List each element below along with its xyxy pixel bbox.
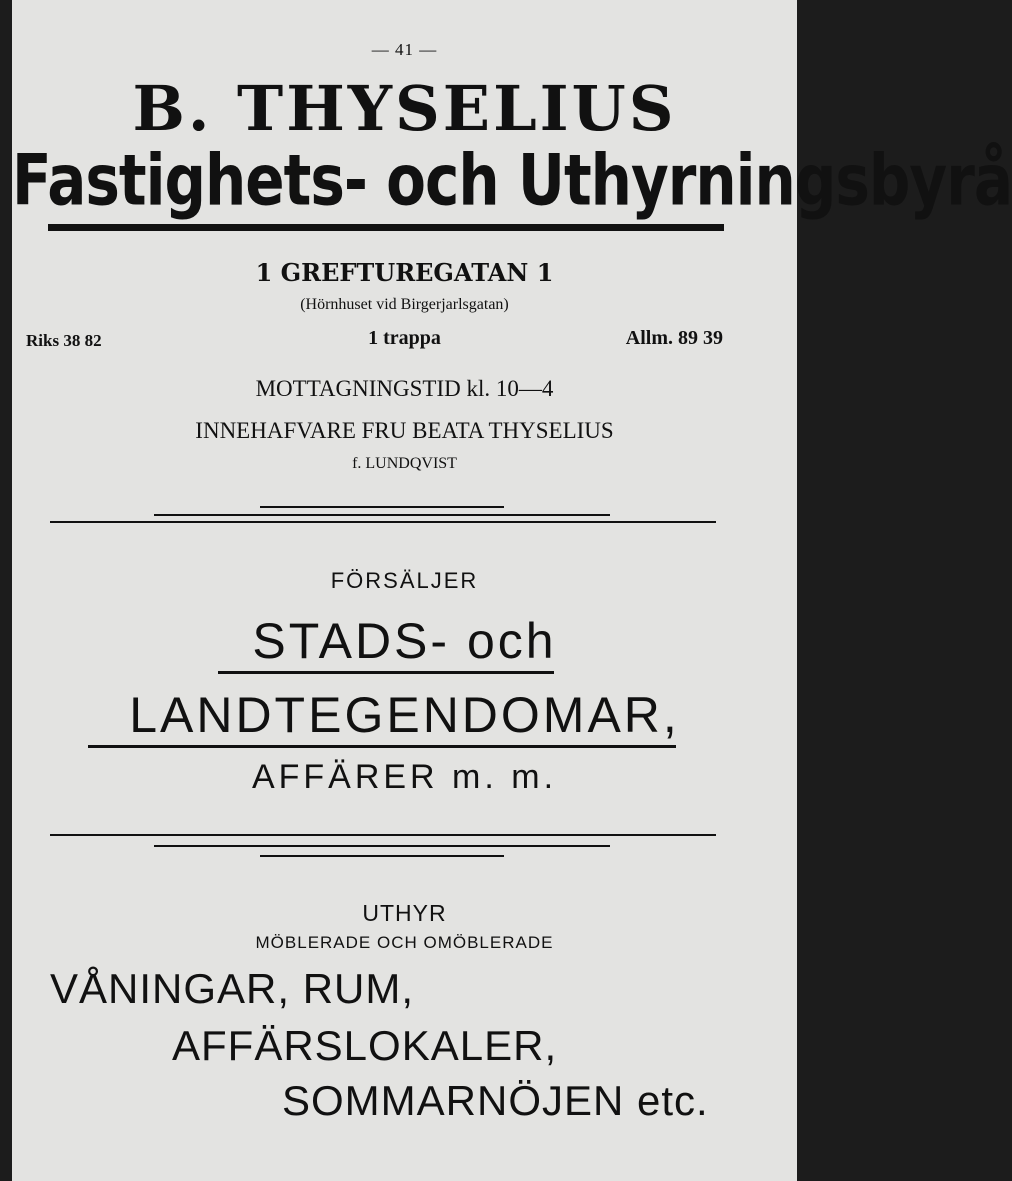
floor: 1 trappa: [368, 327, 441, 349]
corner-note: (Hörnhuset vid Birgerjarlsgatan): [300, 296, 509, 313]
divider-long-2: [50, 834, 716, 836]
phone-allm: Allm. 89 39: [625, 327, 723, 349]
sales-line-1-underline: [218, 671, 554, 674]
sales-line-2: LANDTEGENDOMAR,: [129, 687, 680, 743]
address: 1 GREFTUREGATAN 1: [255, 258, 554, 287]
owner-maiden-name: f. LUNDQVIST: [352, 455, 457, 472]
owner: INNEHAFVARE FRU BEATA THYSELIUS: [195, 418, 614, 443]
heading-underline: [48, 224, 724, 231]
firm-name: B. THYSELIUS: [132, 72, 677, 145]
divider-medium: [154, 514, 610, 516]
sales-line-1: STADS- och: [252, 613, 557, 669]
sales-line-3: AFFÄRER m. m.: [251, 758, 558, 796]
divider-medium-2: [154, 845, 610, 847]
rentals-line-2: AFFÄRSLOKALER,: [172, 1022, 558, 1069]
advertisement-page: [12, 0, 1012, 1181]
firm-subtitle: Fastighets- och Uthyrningsbyrå: [12, 138, 1012, 222]
opening-hours: MOTTAGNINGSTID kl. 10—4: [255, 376, 554, 401]
sales-line-2-underline: [88, 745, 676, 748]
page-number: — 41 —: [371, 40, 438, 59]
rentals-line-3: SOMMARNÖJEN etc.: [282, 1077, 709, 1124]
phone-riks: Riks 38 82: [26, 331, 102, 350]
sales-heading: FÖRSÄLJER: [330, 568, 479, 593]
divider-long: [50, 521, 716, 523]
divider-short: [260, 506, 504, 508]
rentals-heading: UTHYR: [362, 900, 447, 926]
rentals-line-1: VÅNINGAR, RUM,: [50, 965, 415, 1012]
divider-short-2: [260, 855, 504, 857]
rentals-subheading: MÖBLERADE OCH OMÖBLERADE: [255, 933, 554, 952]
